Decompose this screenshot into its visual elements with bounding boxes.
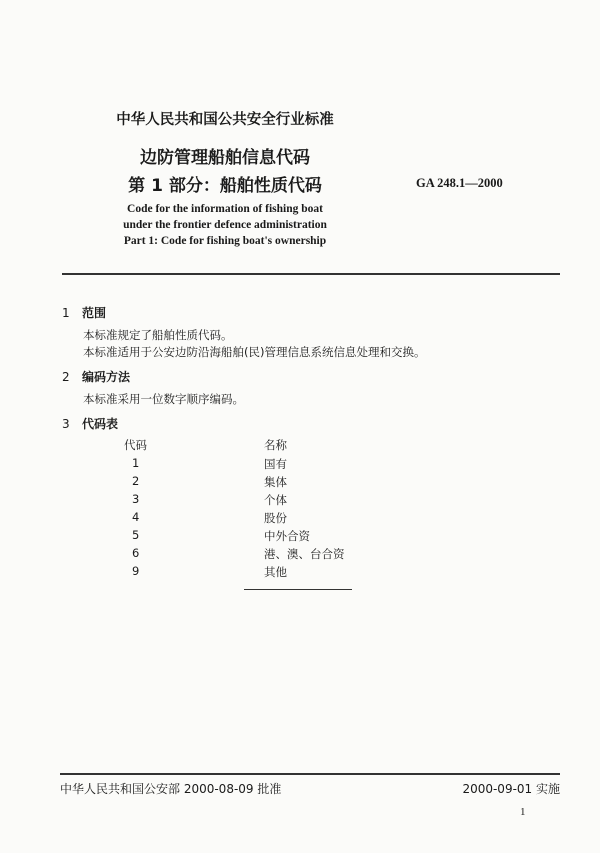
name-cell: 其他: [264, 565, 287, 579]
english-title-line: under the frontier defence administration: [123, 219, 327, 231]
name-cell: 国有: [264, 457, 287, 471]
name-cell: 集体: [264, 475, 287, 489]
end-rule: [244, 589, 352, 590]
code-cell: 1: [132, 456, 140, 470]
header-divider: [62, 273, 560, 275]
code-cell: 9: [132, 564, 140, 578]
name-cell: 个体: [264, 493, 287, 507]
effective-date: 2000-09-01 实施: [462, 782, 560, 796]
english-title-line: Code for the information of fishing boat: [127, 203, 323, 215]
section-heading: [62, 304, 106, 321]
section-heading: [62, 368, 130, 385]
section-title: 代码表: [82, 417, 119, 431]
section-title: 范围: [82, 306, 107, 320]
issuer-header: 中华人民共和国公共安全行业标准: [116, 112, 334, 128]
standard-code: GA 248.1—2000: [416, 176, 503, 190]
code-cell: 4: [132, 510, 140, 524]
approval-date: 中华人民共和国公安部 2000-08-09 批准: [60, 782, 282, 796]
english-title-line: Part 1: Code for fishing boat's ownership: [123, 235, 327, 247]
document-title: 边防管理船舶信息代码: [140, 148, 310, 168]
name-cell: 中外合资: [264, 529, 310, 543]
section-number: 2: [62, 370, 70, 384]
name-cell: 港、澳、台合资: [264, 547, 345, 561]
paragraph: 本标准适用于公安边防沿海船舶(民)管理信息系统信息处理和交换。: [83, 345, 426, 359]
code-cell: 2: [132, 474, 140, 488]
section-heading: [62, 415, 118, 432]
paragraph: 本标准采用一位数字顺序编码。: [83, 392, 244, 406]
section-number: 1: [62, 306, 70, 320]
name-cell: 股份: [264, 511, 287, 525]
column-header-code: 代码: [124, 438, 147, 452]
code-cell: 6: [132, 546, 140, 560]
code-cell: 3: [132, 492, 140, 506]
page-number: 1: [520, 806, 526, 818]
column-header-name: 名称: [264, 438, 287, 452]
code-cell: 5: [132, 528, 140, 542]
section-number: 3: [62, 417, 70, 431]
document-subtitle: 第 1 部分：船舶性质代码: [128, 176, 322, 196]
paragraph: 本标准规定了船舶性质代码。: [83, 328, 233, 342]
footer-divider: [60, 773, 560, 775]
section-title: 编码方法: [82, 370, 131, 384]
